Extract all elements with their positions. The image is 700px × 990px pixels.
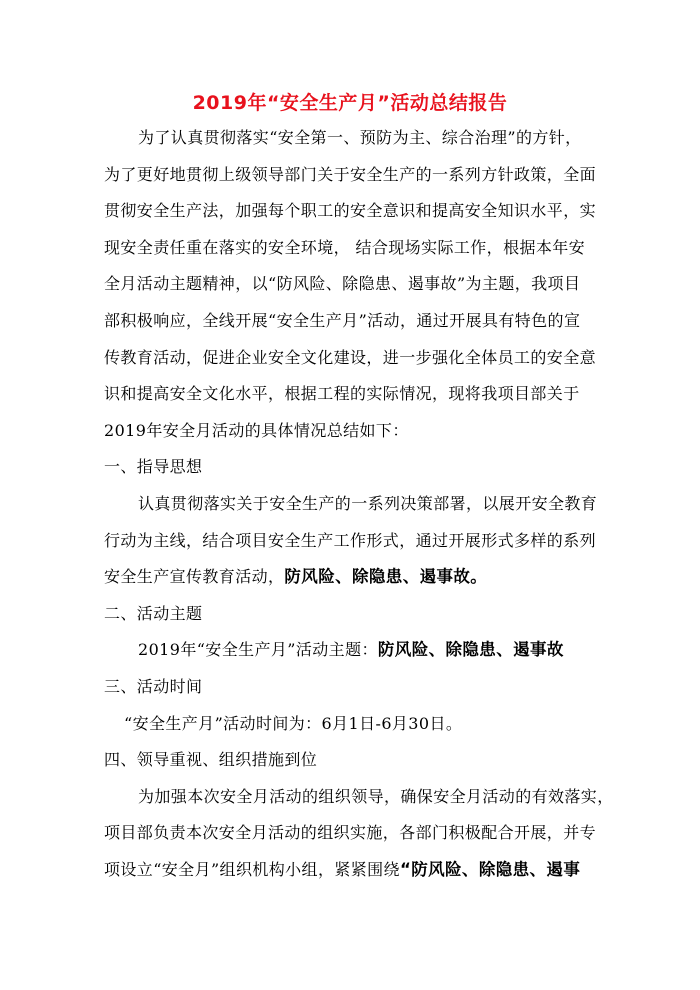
paragraph-line: 认真贯彻落实关于安全生产的一系列决策部署，以展开安全教育	[138, 493, 598, 513]
intro-line: 2019年安全月活动的具体情况总结如下：	[104, 420, 409, 440]
section-guiding-ideology-paragraph	[104, 486, 604, 596]
paragraph-line	[104, 852, 604, 889]
paragraph-line: 项目部负责本次安全月活动的组织实施，各部门积极配合开展，并专	[104, 823, 597, 843]
activity-theme-line	[104, 632, 604, 669]
paragraph-line	[104, 559, 604, 596]
section-heading-leadership: 四、领导重视、组织措施到位	[104, 750, 318, 770]
intro-line: 全月活动主题精神，以“防风险、除隐患、遏事故”为主题，我项目	[104, 274, 581, 294]
paragraph-line: 为加强本次安全月活动的组织领导，确保安全月活动的有效落实，	[138, 786, 614, 806]
intro-line: 为了更好地贯彻上级领导部门关于安全生产的一系列方针政策，全面	[104, 164, 597, 184]
paragraph-line: 行动为主线，结合项目安全生产工作形式，通过开展形式多样的系列	[104, 530, 597, 550]
intro-line: 部积极响应，全线开展“安全生产月”活动，通过开展具有特色的宣	[104, 310, 581, 330]
intro-line: 为了认真贯彻落实“安全第一、预防为主、综合治理”的方针，	[138, 128, 582, 147]
theme-emphasis: “防风险、除隐患、遏事	[399, 859, 581, 879]
document-body	[104, 120, 614, 888]
intro-paragraph	[104, 120, 604, 449]
intro-line: 现安全责任重在落实的安全环境， 结合现场实际工作，根据本年安	[104, 237, 586, 257]
paragraph-text: 项设立“安全月”组织机构小组，紧紧围绕	[104, 859, 400, 879]
theme-emphasis: 防风险、除隐患、遏事故	[377, 640, 564, 660]
paragraph-text: 安全生产宣传教育活动，	[104, 567, 285, 587]
intro-line: 识和提高安全文化水平，根据工程的实际情况，现将我项目部关于	[104, 384, 580, 404]
section-heading-activity-theme: 二、活动主题	[104, 603, 203, 623]
section-heading-guiding-ideology: 一、指导思想	[104, 457, 203, 477]
theme-emphasis: 防风险、除隐患、遏事故。	[284, 567, 488, 587]
section-heading-activity-time: 三、活动时间	[104, 676, 203, 696]
section-leadership-paragraph	[104, 779, 614, 889]
activity-time-line: “安全生产月”活动时间为：6月1日-6月30日。	[124, 713, 463, 733]
intro-line: 贯彻安全生产法，加强每个职工的安全意识和提高安全知识水平，实	[104, 201, 597, 221]
intro-line: 传教育活动，促进企业安全文化建设，进一步强化全体员工的安全意	[104, 347, 597, 367]
paragraph-text: 2019年“安全生产月”活动主题：	[138, 640, 378, 660]
document-title: 2019年“安全生产月”活动总结报告	[192, 92, 508, 114]
